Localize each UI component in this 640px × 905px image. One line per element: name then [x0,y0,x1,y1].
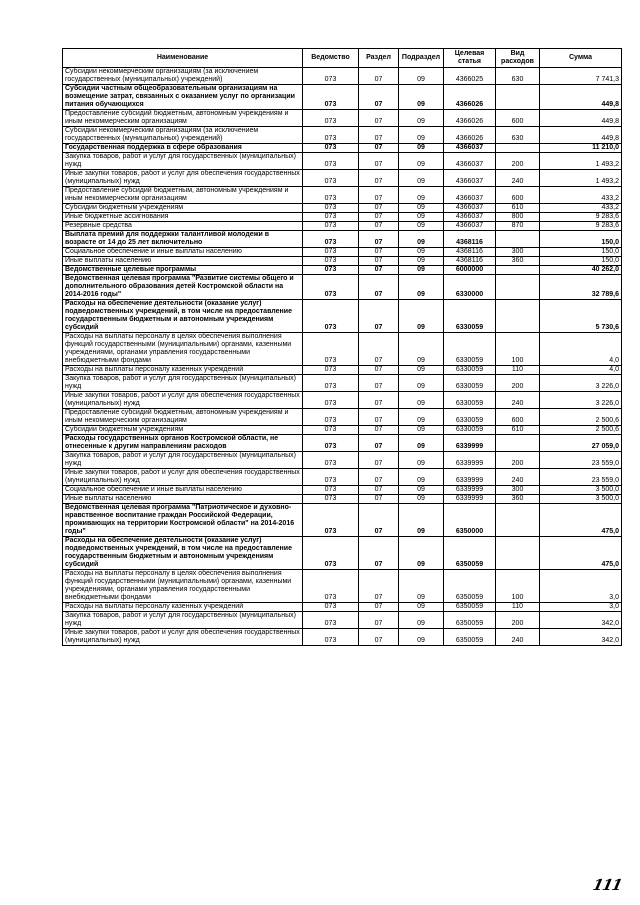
row-name: Расходы на выплаты персоналу в целях обеспечения выполнения функций государственными (муниципальными) органами, казенными учреждениями, органами управления государственными внебюджетными фондами [63,333,303,366]
table-row [63,257,622,266]
row-department: 073 [303,333,359,366]
row-department: 073 [303,375,359,392]
row-subsection: 09 [399,486,444,495]
row-section: 07 [359,153,399,170]
budget-table [62,48,622,646]
row-subsection: 09 [399,144,444,153]
row-name: Иные закупки товаров, работ и услуг для обеспечения государственных (муниципальных) нужд [63,392,303,409]
row-target-article: 6330059 [444,333,496,366]
row-department: 073 [303,213,359,222]
row-expense-type: 200 [496,375,540,392]
row-expense-type [496,300,540,333]
table-row [63,452,622,469]
row-target-article: 6339999 [444,486,496,495]
table-row [63,300,622,333]
row-subsection: 09 [399,170,444,187]
row-target-article: 4366026 [444,85,496,110]
table-row [63,153,622,170]
header-subsection: Подраздел [399,49,444,68]
row-section: 07 [359,127,399,144]
row-target-article: 6350059 [444,612,496,629]
header-target-article: Целевая статья [444,49,496,68]
row-sum: 2 500,6 [540,426,622,435]
row-name: Социальное обеспечение и иные выплаты населению [63,248,303,257]
row-sum: 449,8 [540,110,622,127]
row-name: Субсидии некоммерческим организациям (за исключением государственных (муниципальных) учреждений) [63,127,303,144]
row-target-article: 6330059 [444,300,496,333]
row-expense-type: 300 [496,248,540,257]
header-name: Наименование [63,49,303,68]
row-name: Предоставление субсидий бюджетным, автономным учреждениям и иным некоммерческим организациям [63,110,303,127]
row-name: Субсидии некоммерческим организациям (за исключением государственных (муниципальных) учреждений) [63,68,303,85]
row-department: 073 [303,366,359,375]
table-row [63,248,622,257]
table-row [63,629,622,646]
table-row [63,127,622,144]
row-sum: 4,0 [540,333,622,366]
row-target-article: 4366037 [444,204,496,213]
row-subsection: 09 [399,68,444,85]
row-department: 073 [303,257,359,266]
row-subsection: 09 [399,248,444,257]
table-row [63,170,622,187]
table-row [63,85,622,110]
row-target-article: 4366037 [444,144,496,153]
row-subsection: 09 [399,231,444,248]
row-section: 07 [359,469,399,486]
row-subsection: 09 [399,629,444,646]
row-department: 073 [303,110,359,127]
row-section: 07 [359,68,399,85]
row-name: Предоставление субсидий бюджетным, автономным учреждениям и иным некоммерческим организациям [63,187,303,204]
row-subsection: 09 [399,375,444,392]
row-name: Иные закупки товаров, работ и услуг для обеспечения государственных (муниципальных) нужд [63,170,303,187]
row-subsection: 09 [399,504,444,537]
row-expense-type: 100 [496,333,540,366]
row-sum: 342,0 [540,612,622,629]
row-sum: 27 059,0 [540,435,622,452]
row-name: Расходы на выплаты персоналу в целях обеспечения выполнения функций государственными (муниципальными) органами, казенными учреждениями, органами управления государственными внебюджетными фондами [63,570,303,603]
row-target-article: 6339999 [444,435,496,452]
row-section: 07 [359,570,399,603]
row-subsection: 09 [399,257,444,266]
row-target-article: 4366037 [444,187,496,204]
row-department: 073 [303,275,359,300]
row-target-article: 6330059 [444,392,496,409]
row-section: 07 [359,170,399,187]
header-expense-type: Вид расходов [496,49,540,68]
row-sum: 9 283,6 [540,213,622,222]
row-name: Субсидии частным общеобразовательным организациям на возмещение затрат, связанных с оказанием услуг по организации питания обучающихся [63,85,303,110]
row-subsection: 09 [399,153,444,170]
header-section: Раздел [359,49,399,68]
row-section: 07 [359,504,399,537]
row-sum: 433,2 [540,204,622,213]
row-target-article: 6330000 [444,275,496,300]
row-department: 073 [303,409,359,426]
row-target-article: 4368116 [444,231,496,248]
row-expense-type: 110 [496,603,540,612]
row-expense-type [496,144,540,153]
table-row [63,275,622,300]
row-expense-type [496,275,540,300]
row-expense-type: 630 [496,68,540,85]
row-expense-type: 360 [496,257,540,266]
table-row [63,187,622,204]
row-expense-type: 240 [496,469,540,486]
row-sum: 4,0 [540,366,622,375]
row-target-article: 6350059 [444,537,496,570]
row-name: Закупка товаров, работ и услуг для государственных (муниципальных) нужд [63,452,303,469]
row-department: 073 [303,629,359,646]
table-row [63,612,622,629]
row-expense-type: 100 [496,570,540,603]
row-department: 073 [303,504,359,537]
row-expense-type: 110 [496,366,540,375]
row-department: 073 [303,187,359,204]
row-department: 073 [303,127,359,144]
row-section: 07 [359,629,399,646]
row-subsection: 09 [399,469,444,486]
row-name: Расходы на выплаты персоналу казенных учреждений [63,366,303,375]
row-section: 07 [359,392,399,409]
row-subsection: 09 [399,426,444,435]
row-sum: 342,0 [540,629,622,646]
row-section: 07 [359,257,399,266]
row-sum: 7 741,3 [540,68,622,85]
row-department: 073 [303,435,359,452]
row-subsection: 09 [399,127,444,144]
row-target-article: 6330059 [444,375,496,392]
handwritten-page-number: 111 [591,876,624,894]
table-row [63,603,622,612]
row-sum: 3 226,0 [540,375,622,392]
table-row [63,144,622,153]
row-department: 073 [303,68,359,85]
row-expense-type: 200 [496,452,540,469]
row-target-article: 6350059 [444,570,496,603]
row-expense-type [496,266,540,275]
table-row [63,204,622,213]
row-section: 07 [359,603,399,612]
row-subsection: 09 [399,537,444,570]
table-row [63,570,622,603]
row-target-article: 4366025 [444,68,496,85]
row-name: Выплата премий для поддержки талантливой молодежи в возрасте от 14 до 25 лет включительно [63,231,303,248]
table-row [63,68,622,85]
row-section: 07 [359,495,399,504]
row-target-article: 6000000 [444,266,496,275]
row-sum: 150,0 [540,248,622,257]
row-expense-type: 600 [496,110,540,127]
row-subsection: 09 [399,85,444,110]
row-expense-type: 200 [496,153,540,170]
row-sum: 3,0 [540,603,622,612]
row-subsection: 09 [399,213,444,222]
table-row [63,426,622,435]
table-row [63,375,622,392]
table-row [63,231,622,248]
table-row [63,495,622,504]
row-subsection: 09 [399,452,444,469]
row-department: 073 [303,570,359,603]
row-expense-type: 200 [496,612,540,629]
row-subsection: 09 [399,187,444,204]
row-sum: 1 493,2 [540,170,622,187]
row-department: 073 [303,222,359,231]
row-expense-type [496,231,540,248]
row-subsection: 09 [399,275,444,300]
row-subsection: 09 [399,409,444,426]
row-name: Социальное обеспечение и иные выплаты населению [63,486,303,495]
row-name: Расходы на выплаты персоналу казенных учреждений [63,603,303,612]
row-section: 07 [359,333,399,366]
row-name: Субсидии бюджетным учреждениям [63,204,303,213]
row-subsection: 09 [399,570,444,603]
row-department: 073 [303,144,359,153]
table-row [63,366,622,375]
row-section: 07 [359,275,399,300]
row-sum: 3 226,0 [540,392,622,409]
row-sum: 449,8 [540,127,622,144]
row-name: Иные бюджетные ассигнования [63,213,303,222]
row-name: Ведомственные целевые программы [63,266,303,275]
row-expense-type: 630 [496,127,540,144]
row-department: 073 [303,495,359,504]
row-target-article: 4366026 [444,110,496,127]
row-expense-type: 800 [496,213,540,222]
row-name: Резервные средства [63,222,303,231]
row-department: 073 [303,486,359,495]
row-subsection: 09 [399,333,444,366]
row-department: 073 [303,426,359,435]
row-section: 07 [359,144,399,153]
row-expense-type: 610 [496,204,540,213]
row-section: 07 [359,366,399,375]
row-subsection: 09 [399,603,444,612]
row-department: 073 [303,204,359,213]
row-section: 07 [359,486,399,495]
row-section: 07 [359,204,399,213]
row-department: 073 [303,452,359,469]
row-target-article: 6330059 [444,426,496,435]
row-name: Субсидии бюджетным учреждениям [63,426,303,435]
row-expense-type [496,435,540,452]
row-sum: 23 559,0 [540,452,622,469]
row-section: 07 [359,248,399,257]
header-sum: Сумма [540,49,622,68]
row-expense-type [496,537,540,570]
row-subsection: 09 [399,300,444,333]
row-department: 073 [303,85,359,110]
table-row [63,110,622,127]
row-target-article: 4366037 [444,213,496,222]
row-sum: 150,0 [540,257,622,266]
row-name: Иные закупки товаров, работ и услуг для обеспечения государственных (муниципальных) нужд [63,629,303,646]
row-sum: 3,0 [540,570,622,603]
row-sum: 475,0 [540,504,622,537]
row-department: 073 [303,612,359,629]
row-sum: 3 500,0 [540,486,622,495]
row-expense-type: 600 [496,187,540,204]
row-sum: 150,0 [540,231,622,248]
row-subsection: 09 [399,612,444,629]
row-target-article: 6350059 [444,603,496,612]
row-subsection: 09 [399,204,444,213]
row-section: 07 [359,110,399,127]
row-target-article: 4366026 [444,127,496,144]
row-department: 073 [303,537,359,570]
row-name: Государственная поддержка в сфере образования [63,144,303,153]
table-row [63,537,622,570]
row-target-article: 4366037 [444,153,496,170]
row-target-article: 6330059 [444,409,496,426]
row-subsection: 09 [399,366,444,375]
row-expense-type [496,85,540,110]
row-section: 07 [359,452,399,469]
row-section: 07 [359,266,399,275]
row-name: Иные выплаты населению [63,257,303,266]
table-row [63,435,622,452]
table-row [63,469,622,486]
row-department: 073 [303,153,359,170]
table-row [63,222,622,231]
row-section: 07 [359,409,399,426]
table-row [63,409,622,426]
row-expense-type: 240 [496,629,540,646]
row-target-article: 6330059 [444,366,496,375]
table-header-row [63,49,622,68]
row-expense-type: 240 [496,170,540,187]
row-target-article: 6339999 [444,452,496,469]
row-section: 07 [359,435,399,452]
row-department: 073 [303,170,359,187]
row-sum: 475,0 [540,537,622,570]
row-expense-type [496,504,540,537]
row-target-article: 6339999 [444,469,496,486]
row-subsection: 09 [399,392,444,409]
header-department: Ведомство [303,49,359,68]
row-target-article: 6350000 [444,504,496,537]
row-sum: 40 262,0 [540,266,622,275]
row-section: 07 [359,231,399,248]
row-department: 073 [303,231,359,248]
row-sum: 32 789,6 [540,275,622,300]
row-subsection: 09 [399,495,444,504]
row-section: 07 [359,213,399,222]
row-name: Расходы государственных органов Костромской области, не отнесенные к другим направлениям расходов [63,435,303,452]
row-name: Иные закупки товаров, работ и услуг для обеспечения государственных (муниципальных) нужд [63,469,303,486]
row-expense-type: 360 [496,495,540,504]
row-target-article: 4366037 [444,170,496,187]
row-expense-type: 240 [496,392,540,409]
row-name: Закупка товаров, работ и услуг для государственных (муниципальных) нужд [63,375,303,392]
row-sum: 433,2 [540,187,622,204]
row-name: Ведомственная целевая программа "Патриотическое и духовно-нравственное воспитание граждан Российской Федерации, проживающих на территории Костромской области" на 2014-2016 годы" [63,504,303,537]
row-section: 07 [359,85,399,110]
row-target-article: 6339999 [444,495,496,504]
row-department: 073 [303,300,359,333]
row-section: 07 [359,612,399,629]
row-sum: 5 730,6 [540,300,622,333]
table-row [63,333,622,366]
row-subsection: 09 [399,110,444,127]
row-department: 073 [303,266,359,275]
row-section: 07 [359,300,399,333]
row-sum: 2 500,6 [540,409,622,426]
row-name: Ведомственная целевая программа "Развитие системы общего и дополнительного образования детей Костромской области на 2014-2016 годы" [63,275,303,300]
row-name: Закупка товаров, работ и услуг для государственных (муниципальных) нужд [63,612,303,629]
row-subsection: 09 [399,266,444,275]
row-sum: 11 210,0 [540,144,622,153]
row-sum: 23 559,0 [540,469,622,486]
table-row [63,266,622,275]
row-target-article: 4368116 [444,248,496,257]
row-section: 07 [359,426,399,435]
row-target-article: 6350059 [444,629,496,646]
row-department: 073 [303,603,359,612]
row-name: Расходы на обеспечение деятельности (оказание услуг) подведомственных учреждений, в том числе на предоставление государственным бюджетным и автономным учреждениям субсидий [63,300,303,333]
row-name: Расходы на обеспечение деятельности (оказание услуг) подведомственных учреждений, в том числе на предоставление государственным бюджетным и автономным учреждениям субсидий [63,537,303,570]
row-section: 07 [359,375,399,392]
row-sum: 449,8 [540,85,622,110]
table-row [63,486,622,495]
row-subsection: 09 [399,435,444,452]
table-row [63,392,622,409]
row-subsection: 09 [399,222,444,231]
row-sum: 9 283,6 [540,222,622,231]
row-target-article: 4368116 [444,257,496,266]
row-department: 073 [303,392,359,409]
row-name: Иные выплаты населению [63,495,303,504]
row-expense-type: 300 [496,486,540,495]
row-section: 07 [359,222,399,231]
row-section: 07 [359,187,399,204]
row-sum: 3 500,0 [540,495,622,504]
row-department: 073 [303,469,359,486]
row-expense-type: 610 [496,426,540,435]
row-sum: 1 493,2 [540,153,622,170]
row-expense-type: 600 [496,409,540,426]
row-department: 073 [303,248,359,257]
row-target-article: 4366037 [444,222,496,231]
row-name: Закупка товаров, работ и услуг для государственных (муниципальных) нужд [63,153,303,170]
table-row [63,213,622,222]
row-name: Предоставление субсидий бюджетным, автономным учреждениям и иным некоммерческим организациям [63,409,303,426]
table-row [63,504,622,537]
row-section: 07 [359,537,399,570]
row-expense-type: 870 [496,222,540,231]
